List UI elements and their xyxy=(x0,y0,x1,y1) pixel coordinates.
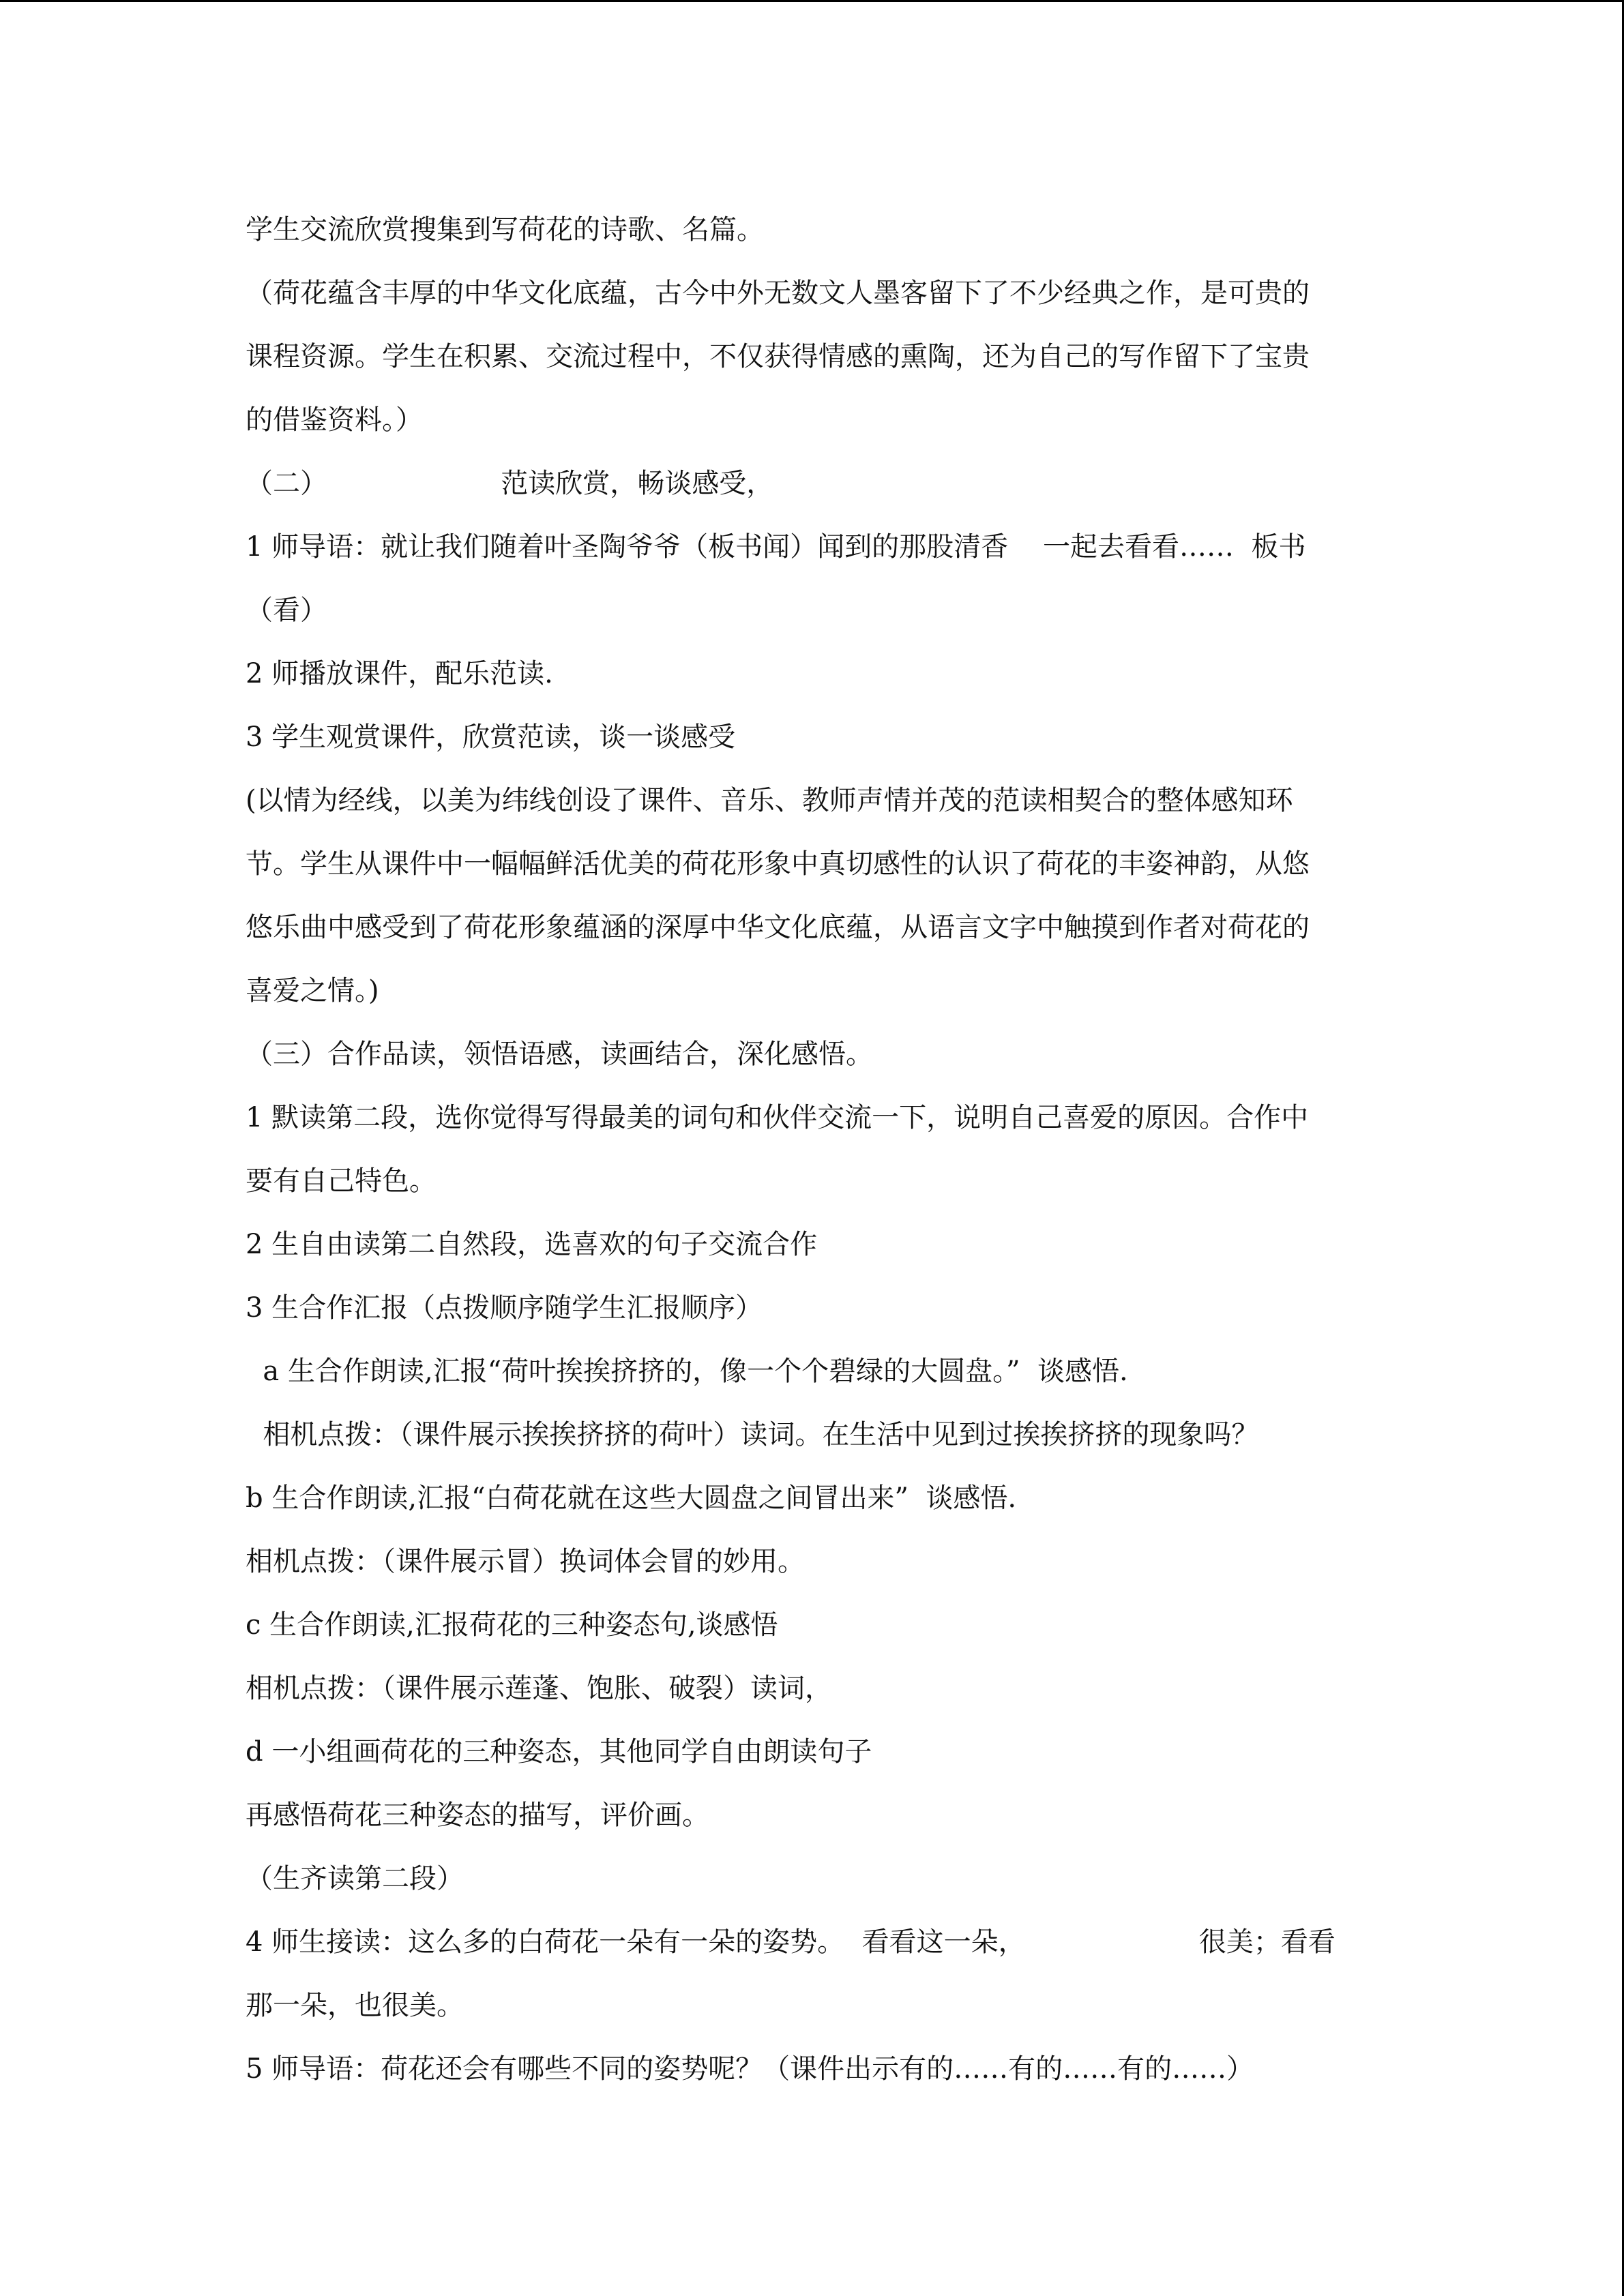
text-line: 的借鉴资料。） xyxy=(246,404,423,436)
text-line: （看） xyxy=(246,595,327,626)
text-line: 节。学生从课件中一幅幅鲜活优美的荷花形象中真切感性的认识了荷花的丰姿神韵，从悠 xyxy=(246,848,1310,880)
text-line: 5 师导语：荷花还会有哪些不同的姿势呢？（课件出示有的……有的……有的……） xyxy=(246,2053,1254,2085)
text-line: 2 生自由读第二自然段，选喜欢的句子交流合作 xyxy=(246,1229,818,1260)
section-heading: （三）合作品读，领悟语感，读画结合，深化感悟。 xyxy=(246,1039,873,1070)
text-line: c 生合作朗读,汇报荷花的三种姿态句,谈感悟 xyxy=(246,1609,778,1641)
text-line: 悠乐曲中感受到了荷花形象蕴涵的深厚中华文化底蕴，从语言文字中触摸到作者对荷花的 xyxy=(246,912,1310,943)
text-line: 课程资源。学生在积累、交流过程中，不仅获得情感的熏陶，还为自己的写作留下了宝贵 xyxy=(246,341,1310,372)
text-line: 相机点拨：（课件展示挨挨挤挤的荷叶）读词。在生活中见到过挨挨挤挤的现象吗？ xyxy=(246,1419,1259,1450)
page-top-border xyxy=(0,0,1624,2)
text-line: 再感悟荷花三种姿态的描写，评价画。 xyxy=(246,1800,709,1831)
text-line: 相机点拨：（课件展示莲蓬、饱胀、破裂）读词， xyxy=(246,1673,832,1704)
text-line: 学生交流欣赏搜集到写荷花的诗歌、名篇。 xyxy=(246,214,764,245)
text-line: 1 默读第二段，选你觉得写得最美的词句和伙伴交流一下，说明自己喜爱的原因。合作中 xyxy=(246,1102,1309,1133)
text-line: 1 师导语：就让我们随着叶圣陶爷爷（板书闻）闻到的那股清香 一起去看看…… 板书 xyxy=(246,531,1306,563)
text-line: 2 师播放课件，配乐范读. xyxy=(246,658,553,689)
text-line: （生齐读第二段） xyxy=(246,1863,464,1894)
text-line: a 生合作朗读,汇报“荷叶挨挨挤挤的，像一个个碧绿的大圆盘。” 谈感悟. xyxy=(246,1356,1128,1387)
text-line: (以情为经线，以美为纬线创设了课件、音乐、教师声情并茂的范读相契合的整体感知环 xyxy=(246,785,1293,816)
text-line: d 一小组画荷花的三种姿态，其他同学自由朗读句子 xyxy=(246,1736,872,1768)
text-line: （荷花蕴含丰厚的中华文化底蕴，古今中外无数文人墨客留下了不少经典之作，是可贵的 xyxy=(246,278,1310,309)
text-line: 相机点拨：（课件展示冒）换词体会冒的妙用。 xyxy=(246,1546,805,1577)
text-line: 4 师生接读：这么多的白荷花一朵有一朵的姿势。 看看这一朵， 很美；看看 xyxy=(246,1926,1335,1958)
text-line: 要有自己特色。 xyxy=(246,1165,437,1197)
text-line: 喜爱之情。) xyxy=(246,975,379,1007)
section-heading: （二） 范读欣赏，畅谈感受， xyxy=(246,468,774,499)
text-line: 那一朵，也很美。 xyxy=(246,1990,464,2021)
text-line: b 生合作朗读,汇报“白荷花就在这些大圆盘之间冒出来” 谈感悟. xyxy=(246,1482,1017,1514)
text-line: 3 学生观赏课件，欣赏范读，谈一谈感受 xyxy=(246,721,736,753)
text-line: 3 生合作汇报（点拨顺序随学生汇报顺序） xyxy=(246,1292,763,1324)
